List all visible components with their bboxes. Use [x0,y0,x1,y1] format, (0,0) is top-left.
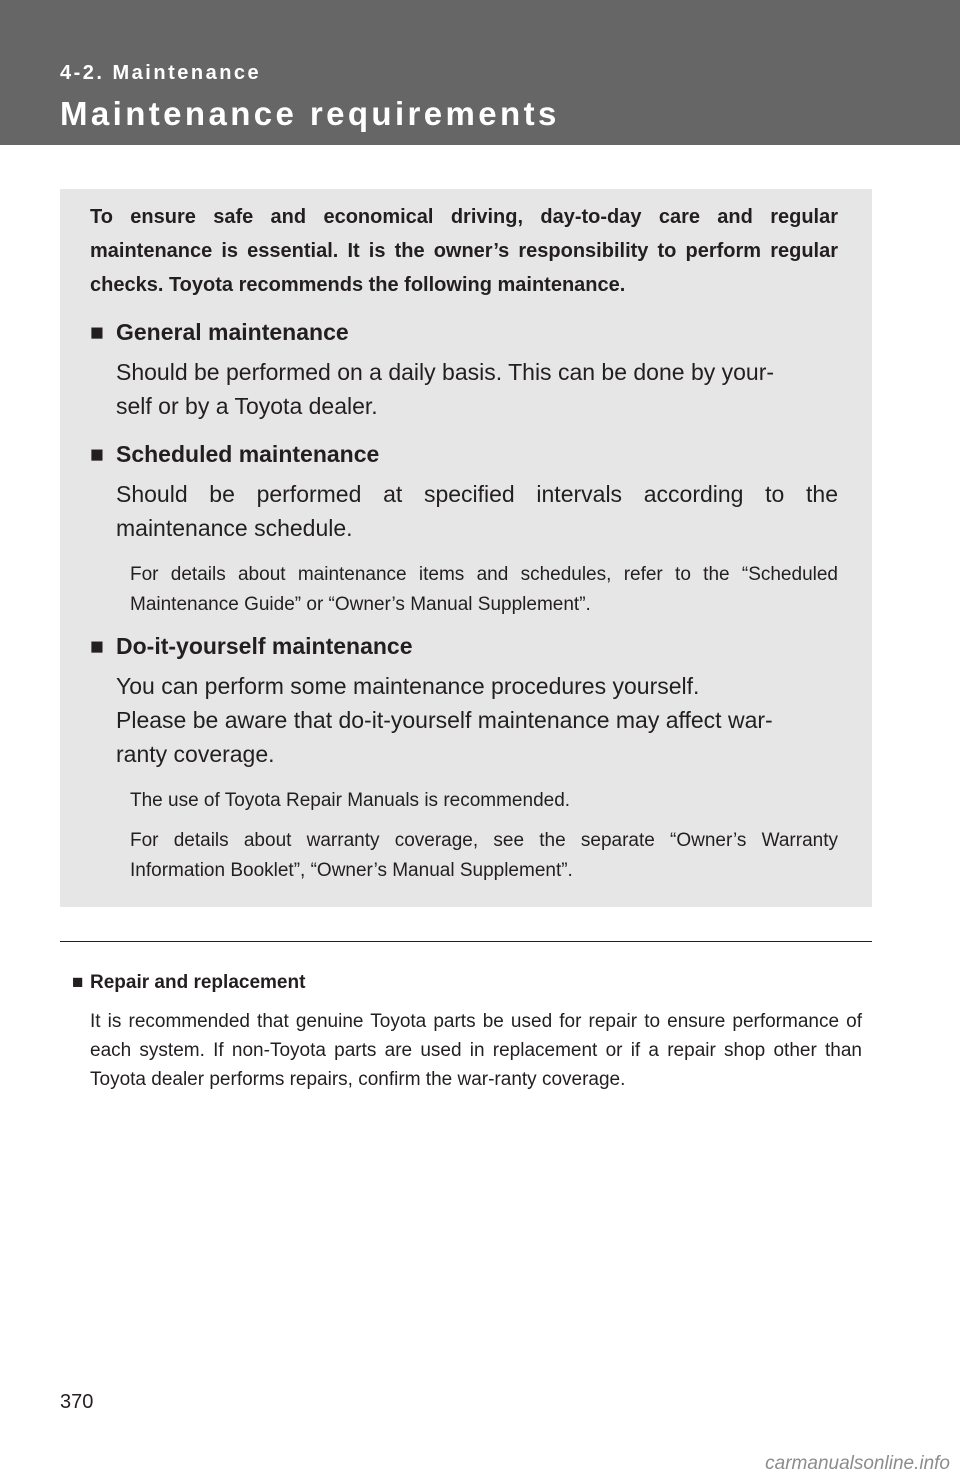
diy-maintenance-line-1: You can perform some maintenance procedures yourself. [116,673,700,699]
chapter-header-bar [0,0,960,145]
general-maintenance-line-2: self or by a Toyota dealer. [116,393,378,419]
general-maintenance-body [116,355,838,423]
diy-maintenance-line-2: Please be aware that do-it-yourself maintenance may affect war- [116,707,773,733]
diy-maintenance-line-3: ranty coverage. [116,741,275,767]
section-divider [60,941,872,942]
diy-maintenance-body [116,669,838,771]
square-bullet-icon: ■ [72,972,84,993]
repair-heading [72,970,305,996]
scheduled-maintenance-note: For details about maintenance items and schedules, refer to the “Scheduled Maintenance Guide” or “Owner’s Manual Supplement”. [130,564,838,615]
intro-text: To ensure safe and economical driving, day-to-day care and regular maintenance is essential. It is the owner’s responsibility to perform regular checks. Toyota recommends the following maintenance. [90,206,838,296]
general-maintenance-line-1: Should be performed on a daily basis. This can be done by your- [116,359,775,385]
scheduled-maintenance-body: Should be performed at specified intervals according to the maintenance schedule. [116,481,838,541]
square-bullet-icon: ■ [90,441,104,467]
diy-maintenance-note-2: For details about warranty coverage, see the separate “Owner’s Warranty Information Booklet”, “Owner’s Manual Supplement”. [130,830,838,881]
repair-body: It is recommended that genuine Toyota parts be used for repair to ensure performance of each system. If non-Toyota parts are used in replacement or if a repair shop other than Toyota dealer performs repairs, confirm the war-ranty coverage. [90,1011,862,1090]
square-bullet-icon: ■ [90,319,104,345]
repair-title: Repair and replacement [90,972,306,993]
diy-maintenance-title: Do-it-yourself maintenance [116,633,413,659]
section-label: 4-2. Maintenance [60,62,262,84]
scheduled-maintenance-heading [90,439,379,469]
page-number: 370 [60,1391,94,1413]
general-maintenance-title: General maintenance [116,319,349,345]
watermark: carmanualsonline.info [765,1453,950,1474]
scheduled-maintenance-title: Scheduled maintenance [116,441,380,467]
general-maintenance-heading [90,317,349,347]
square-bullet-icon: ■ [90,633,104,659]
page-title: Maintenance requirements [60,95,560,132]
diy-maintenance-note-1: The use of Toyota Repair Manuals is recommended. [130,790,571,811]
diy-maintenance-heading [90,631,413,661]
